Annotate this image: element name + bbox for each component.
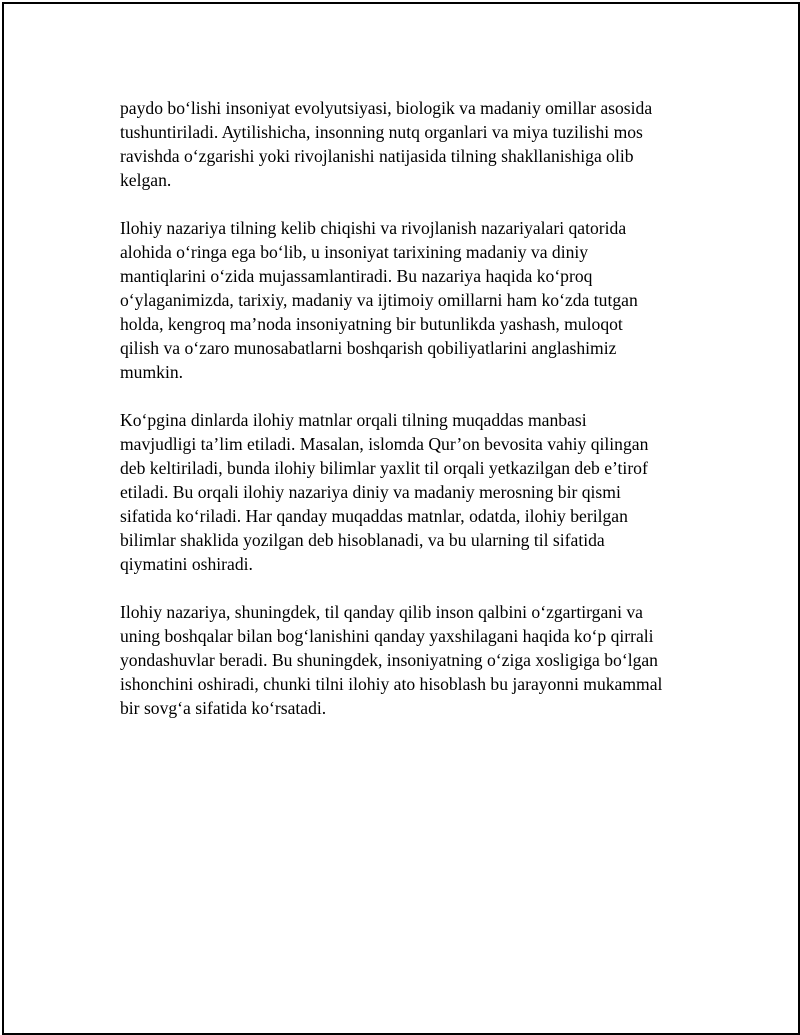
- document-page: [2, 2, 800, 1035]
- text-line: Ko‘pgina dinlarda ilohiy matnlar orqali tilning muqaddas manbasi: [120, 410, 587, 430]
- text-line: yondashuvlar beradi. Bu shuningdek, insoniyatning o‘ziga xosligiga bo‘lgan: [120, 650, 658, 670]
- paragraph-1: [120, 96, 700, 192]
- text-line: holda, kengroq ma’noda insoniyatning bir butunlikda yashash, muloqot: [120, 314, 623, 334]
- text-line: Ilohiy nazariya tilning kelib chiqishi va rivojlanish nazariyalari qatorida: [120, 218, 627, 238]
- text-line: mavjudligi ta’lim etiladi. Masalan, islomda Qur’on bevosita vahiy qilingan: [120, 434, 649, 454]
- text-line: uning boshqalar bilan bog‘lanishini qanday yaxshilagani haqida ko‘p qirrali: [120, 626, 654, 646]
- document-body: [120, 96, 700, 744]
- paragraph-4: [120, 600, 700, 720]
- text-line: bilimlar shaklida yozilgan deb hisoblanadi, va bu ularning til sifatida: [120, 530, 605, 550]
- paragraph-2: [120, 216, 700, 384]
- text-line: ishonchini oshiradi, chunki tilni ilohiy ato hisoblash bu jarayonni mukammal: [120, 674, 663, 694]
- text-line: tushuntiriladi. Aytilishicha, insonning nutq organlari va miya tuzilishi mos: [120, 122, 643, 142]
- text-line: mantiqlarini o‘zida mujassamlantiradi. Bu nazariya haqida ko‘proq: [120, 266, 593, 286]
- text-line: ravishda o‘zgarishi yoki rivojlanishi natijasida tilning shakllanishiga olib: [120, 146, 634, 166]
- text-line: kelgan.: [120, 170, 172, 190]
- text-line: etiladi. Bu orqali ilohiy nazariya diniy va madaniy merosning bir qismi: [120, 482, 621, 502]
- text-line: mumkin.: [120, 362, 184, 382]
- text-line: o‘ylaganimizda, tarixiy, madaniy va ijtimoiy omillarni ham ko‘zda tutgan: [120, 290, 638, 310]
- text-line: qilish va o‘zaro munosabatlarni boshqarish qobiliyatlarini anglashimiz: [120, 338, 617, 358]
- text-line: bir sovg‘a sifatida ko‘rsatadi.: [120, 698, 327, 718]
- text-line: Ilohiy nazariya, shuningdek, til qanday qilib inson qalbini o‘zgartirgani va: [120, 602, 643, 622]
- text-line: qiymatini oshiradi.: [120, 554, 253, 574]
- text-line: deb keltiriladi, bunda ilohiy bilimlar yaxlit til orqali yetkazilgan deb e’tirof: [120, 458, 648, 478]
- text-line: paydo bo‘lishi insoniyat evolyutsiyasi, biologik va madaniy omillar asosida: [120, 98, 653, 118]
- paragraph-3: [120, 408, 700, 576]
- text-line: alohida o‘ringa ega bo‘lib, u insoniyat tarixining madaniy va diniy: [120, 242, 589, 262]
- text-line: sifatida ko‘riladi. Har qanday muqaddas matnlar, odatda, ilohiy berilgan: [120, 506, 628, 526]
